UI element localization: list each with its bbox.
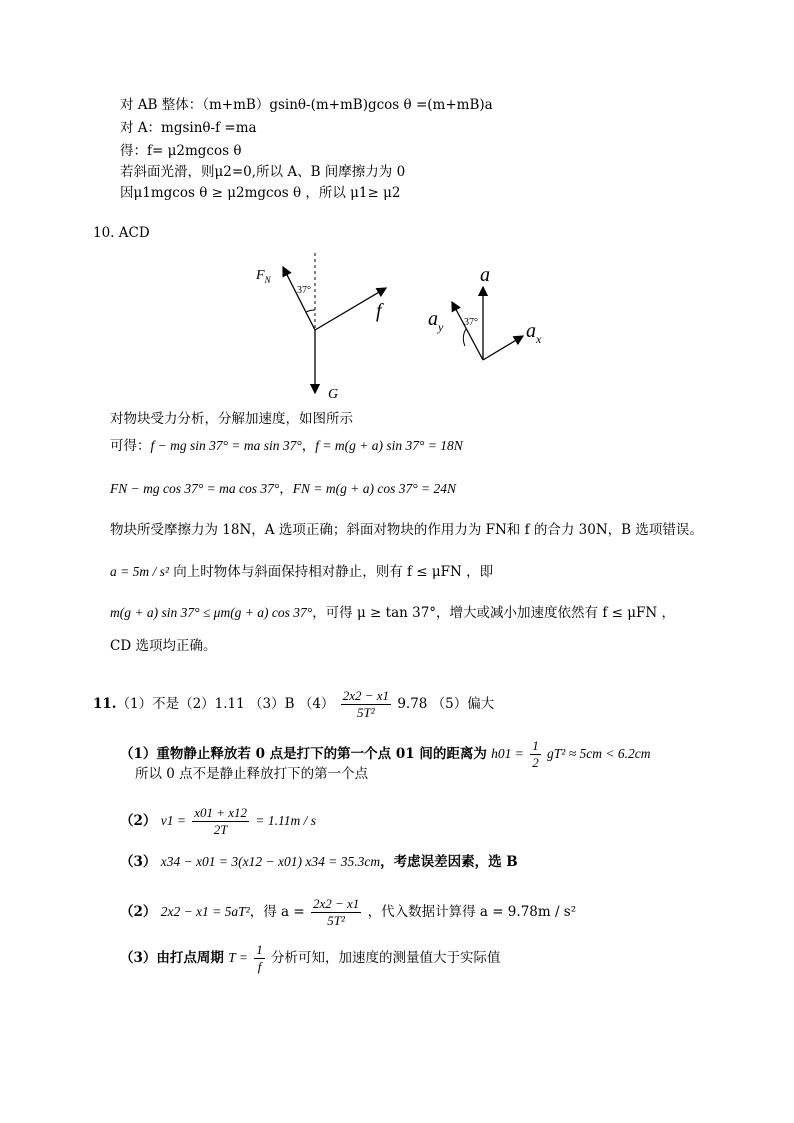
ay-arrow [452, 302, 483, 360]
angle-label-left: 37° [297, 285, 311, 296]
q10-line-5-eq: a = 5m / s² [110, 564, 169, 579]
f-label: f [376, 300, 382, 322]
ax-arrow [483, 336, 523, 360]
q11-s5-line: （3）由打点周期 T = $\frac{1}{f}$ 分析可知，加速度的测量值大于实际值 [120, 942, 501, 974]
q10-eq-2: FN − mg cos 37° = ma cos 37° [110, 481, 280, 496]
q11-s1-line: （1）重物静止释放若 0 点是打下的第一个点 01 间的距离为 h01 = $\frac{1}{2}$ gT² ≈ 5cm < 6.2cm [120, 738, 651, 770]
q10-line-3: FN − mg cos 37° = ma cos 37°，FN = m(g + a) cos 37° = 24N [110, 481, 456, 497]
angle-arc-left [306, 310, 315, 312]
fn-label: $F_N$ [256, 268, 271, 285]
q10-line-5: a = 5m / s² 向上时物体与斜面保持相对静止，则有 f ≤ μFN ，即 [110, 564, 494, 580]
q10-line-2: 可得：f − mg sin 37° = ma sin 37°，f = m(g + a) sin 37° = 18N [110, 438, 463, 454]
q11-s2-fraction: $\frac{x01 + x12}{2T}$ [194, 805, 248, 837]
q10-line-7: CD 选项均正确。 [110, 638, 217, 654]
g-label: G [328, 387, 339, 402]
ab-line-3: 得：f= μ2mgcos θ [120, 143, 242, 159]
ab-line-5: 因μ1mgcos θ ≥ μ2mgcos θ ，所以 μ1≥ μ2 [120, 185, 401, 201]
a-label: a [480, 264, 490, 286]
q11-s5-fraction: $\frac{1}{f}$ [256, 942, 263, 974]
q10-heading: 10. ACD [93, 225, 150, 241]
force-diagram [240, 245, 560, 405]
angle-label-right: 37° [464, 317, 478, 328]
ab-line-2: 对 A：mgsinθ-f =ma [120, 120, 257, 136]
fn-arrow [283, 267, 315, 330]
angle-arc-right [463, 329, 466, 346]
q10-line-1: 对物块受力分析，分解加速度，如图所示 [110, 411, 353, 427]
ax-label: $a_x$ [526, 320, 542, 346]
q10-line-6-eq: m(g + a) sin 37° ≤ μm(g + a) cos 37° [110, 605, 313, 620]
q11-s3-line: （3） x34 − x01 = 3(x12 − x01) x34 = 35.3cm，考虑误差因素，选 B [120, 854, 518, 870]
q11-s1-conclusion: 所以 0 点不是静止释放打下的第一个点 [135, 766, 369, 782]
q11-s1-fraction: $\frac{1}{2}$ [532, 738, 539, 770]
q11-s4-fraction: $\frac{2x2 - x1}{\text{5T²}}$ [312, 896, 360, 928]
q11-heading-fraction: $\frac{2x2 - x1}{\text{5T²}}$ [342, 688, 390, 720]
q11-heading: 11.（1）不是（2）1.11 （3）B （4） $\frac{2x2 - x1}{\text{5T²}}$ 9.78 （5）偏大 [93, 688, 495, 720]
q10-eq-1b: f = m(g + a) sin 37° = 18N [315, 438, 463, 453]
q10-eq-1: f − mg sin 37° = ma sin 37° [150, 438, 302, 453]
ab-line-1: 对 AB 整体：（m+mB）gsinθ-(m+mB)gcos θ =(m+mB)a [120, 97, 493, 113]
q11-s4-line: （2） 2x2 − x1 = 5aT²，得 a = $\frac{2x2 - x1}{\text{5T²}}$ ，代入数据计算得 a = 9.78m / s² [120, 896, 577, 928]
q10-line-4: 物块所受摩擦力为 18N，A 选项正确；斜面对物块的作用力为 FN和 f 的合力 30N，B 选项错误。 [110, 522, 703, 538]
ay-label: $a_y$ [428, 308, 444, 334]
q10-line-6: m(g + a) sin 37° ≤ μm(g + a) cos 37°，可得 μ ≥ tan 37°，增大或减小加速度依然有 f ≤ μFN ， [110, 605, 675, 621]
ab-line-4: 若斜面光滑，则μ2=0,所以 A、B 间摩擦力为 0 [120, 164, 406, 180]
q10-eq-2b: FN = m(g + a) cos 37° = 24N [292, 481, 456, 496]
q11-s2-line: （2） v1 = $\frac{x01 + x12}{2T}$ = 1.11m / s [120, 805, 316, 837]
